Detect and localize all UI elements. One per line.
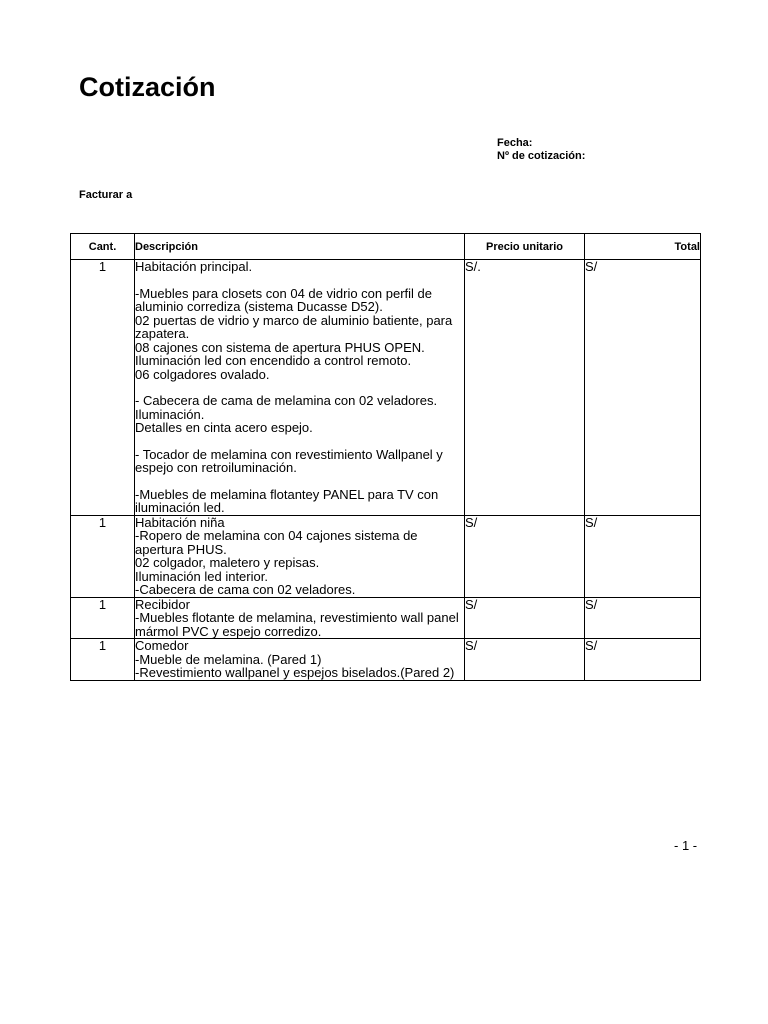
- row-total: S/: [585, 260, 701, 516]
- row-description: [135, 260, 465, 516]
- description-paragraph: Habitación niña -Ropero de melamina con 04 cajones sistema de apertura PHUS. 02 colgador, maletero y repisas. Iluminación led interior. -Cabecera de cama con 02 veladores.: [135, 514, 418, 597]
- bill-to-label: Facturar a: [79, 189, 133, 201]
- row-description: [135, 639, 465, 681]
- description-paragraph: - Tocador de melamina con revestimiento Wallpanel y espejo con retroiluminación.: [135, 446, 443, 475]
- quote-meta: [497, 137, 585, 163]
- description-paragraph: Habitación principal.: [135, 259, 253, 274]
- row-total: S/: [585, 515, 701, 597]
- row-qty: 1: [71, 639, 135, 681]
- row-total: S/: [585, 597, 701, 639]
- header-description: Descripción: [135, 234, 465, 260]
- row-unit-price: S/: [465, 639, 585, 681]
- header-qty: Cant.: [71, 234, 135, 260]
- row-description: [135, 515, 465, 597]
- row-unit-price: S/.: [465, 260, 585, 516]
- document-title: Cotización: [79, 72, 216, 102]
- description-paragraph: Comedor -Mueble de melamina. (Pared 1) -Revestimiento wallpanel y espejos biselados.(Pared 2): [135, 638, 455, 680]
- row-qty: 1: [71, 515, 135, 597]
- table-row: [71, 639, 701, 681]
- description-paragraph: Recibidor -Muebles flotante de melamina, revestimiento wall panel mármol PVC y espejo corredizo.: [135, 596, 459, 639]
- row-unit-price: S/: [465, 597, 585, 639]
- table-header-row: [71, 234, 701, 260]
- row-unit-price: S/: [465, 515, 585, 597]
- row-total: S/: [585, 639, 701, 681]
- page-number: - 1 -: [674, 838, 698, 853]
- date-label: Fecha:: [497, 137, 533, 149]
- header-total: Total: [585, 234, 701, 260]
- table-row: [71, 597, 701, 639]
- description-paragraph: -Muebles para closets con 04 de vidrio con perfil de aluminio corrediza (sistema Ducasse D52). 02 puertas de vidrio y marco de aluminio batiente, para zapatera. 08 cajones con sistema de apertura PHUS OPEN. Iluminación led con encendido a control remoto. 06 colgadores ovalado.: [135, 285, 453, 382]
- table-row: [71, 515, 701, 597]
- quote-number-label: Nº de cotización:: [497, 150, 586, 162]
- description-paragraph: -Muebles de melamina flotantey PANEL para TV con iluminación led.: [135, 486, 439, 515]
- table-row: [71, 260, 701, 516]
- quote-table: [70, 233, 701, 681]
- row-qty: 1: [71, 260, 135, 516]
- description-paragraph: - Cabecera de cama de melamina con 02 veladores. Iluminación. Detalles en cinta acero espejo.: [135, 393, 438, 435]
- row-description: [135, 597, 465, 639]
- row-qty: 1: [71, 597, 135, 639]
- header-unit-price: Precio unitario: [465, 234, 585, 260]
